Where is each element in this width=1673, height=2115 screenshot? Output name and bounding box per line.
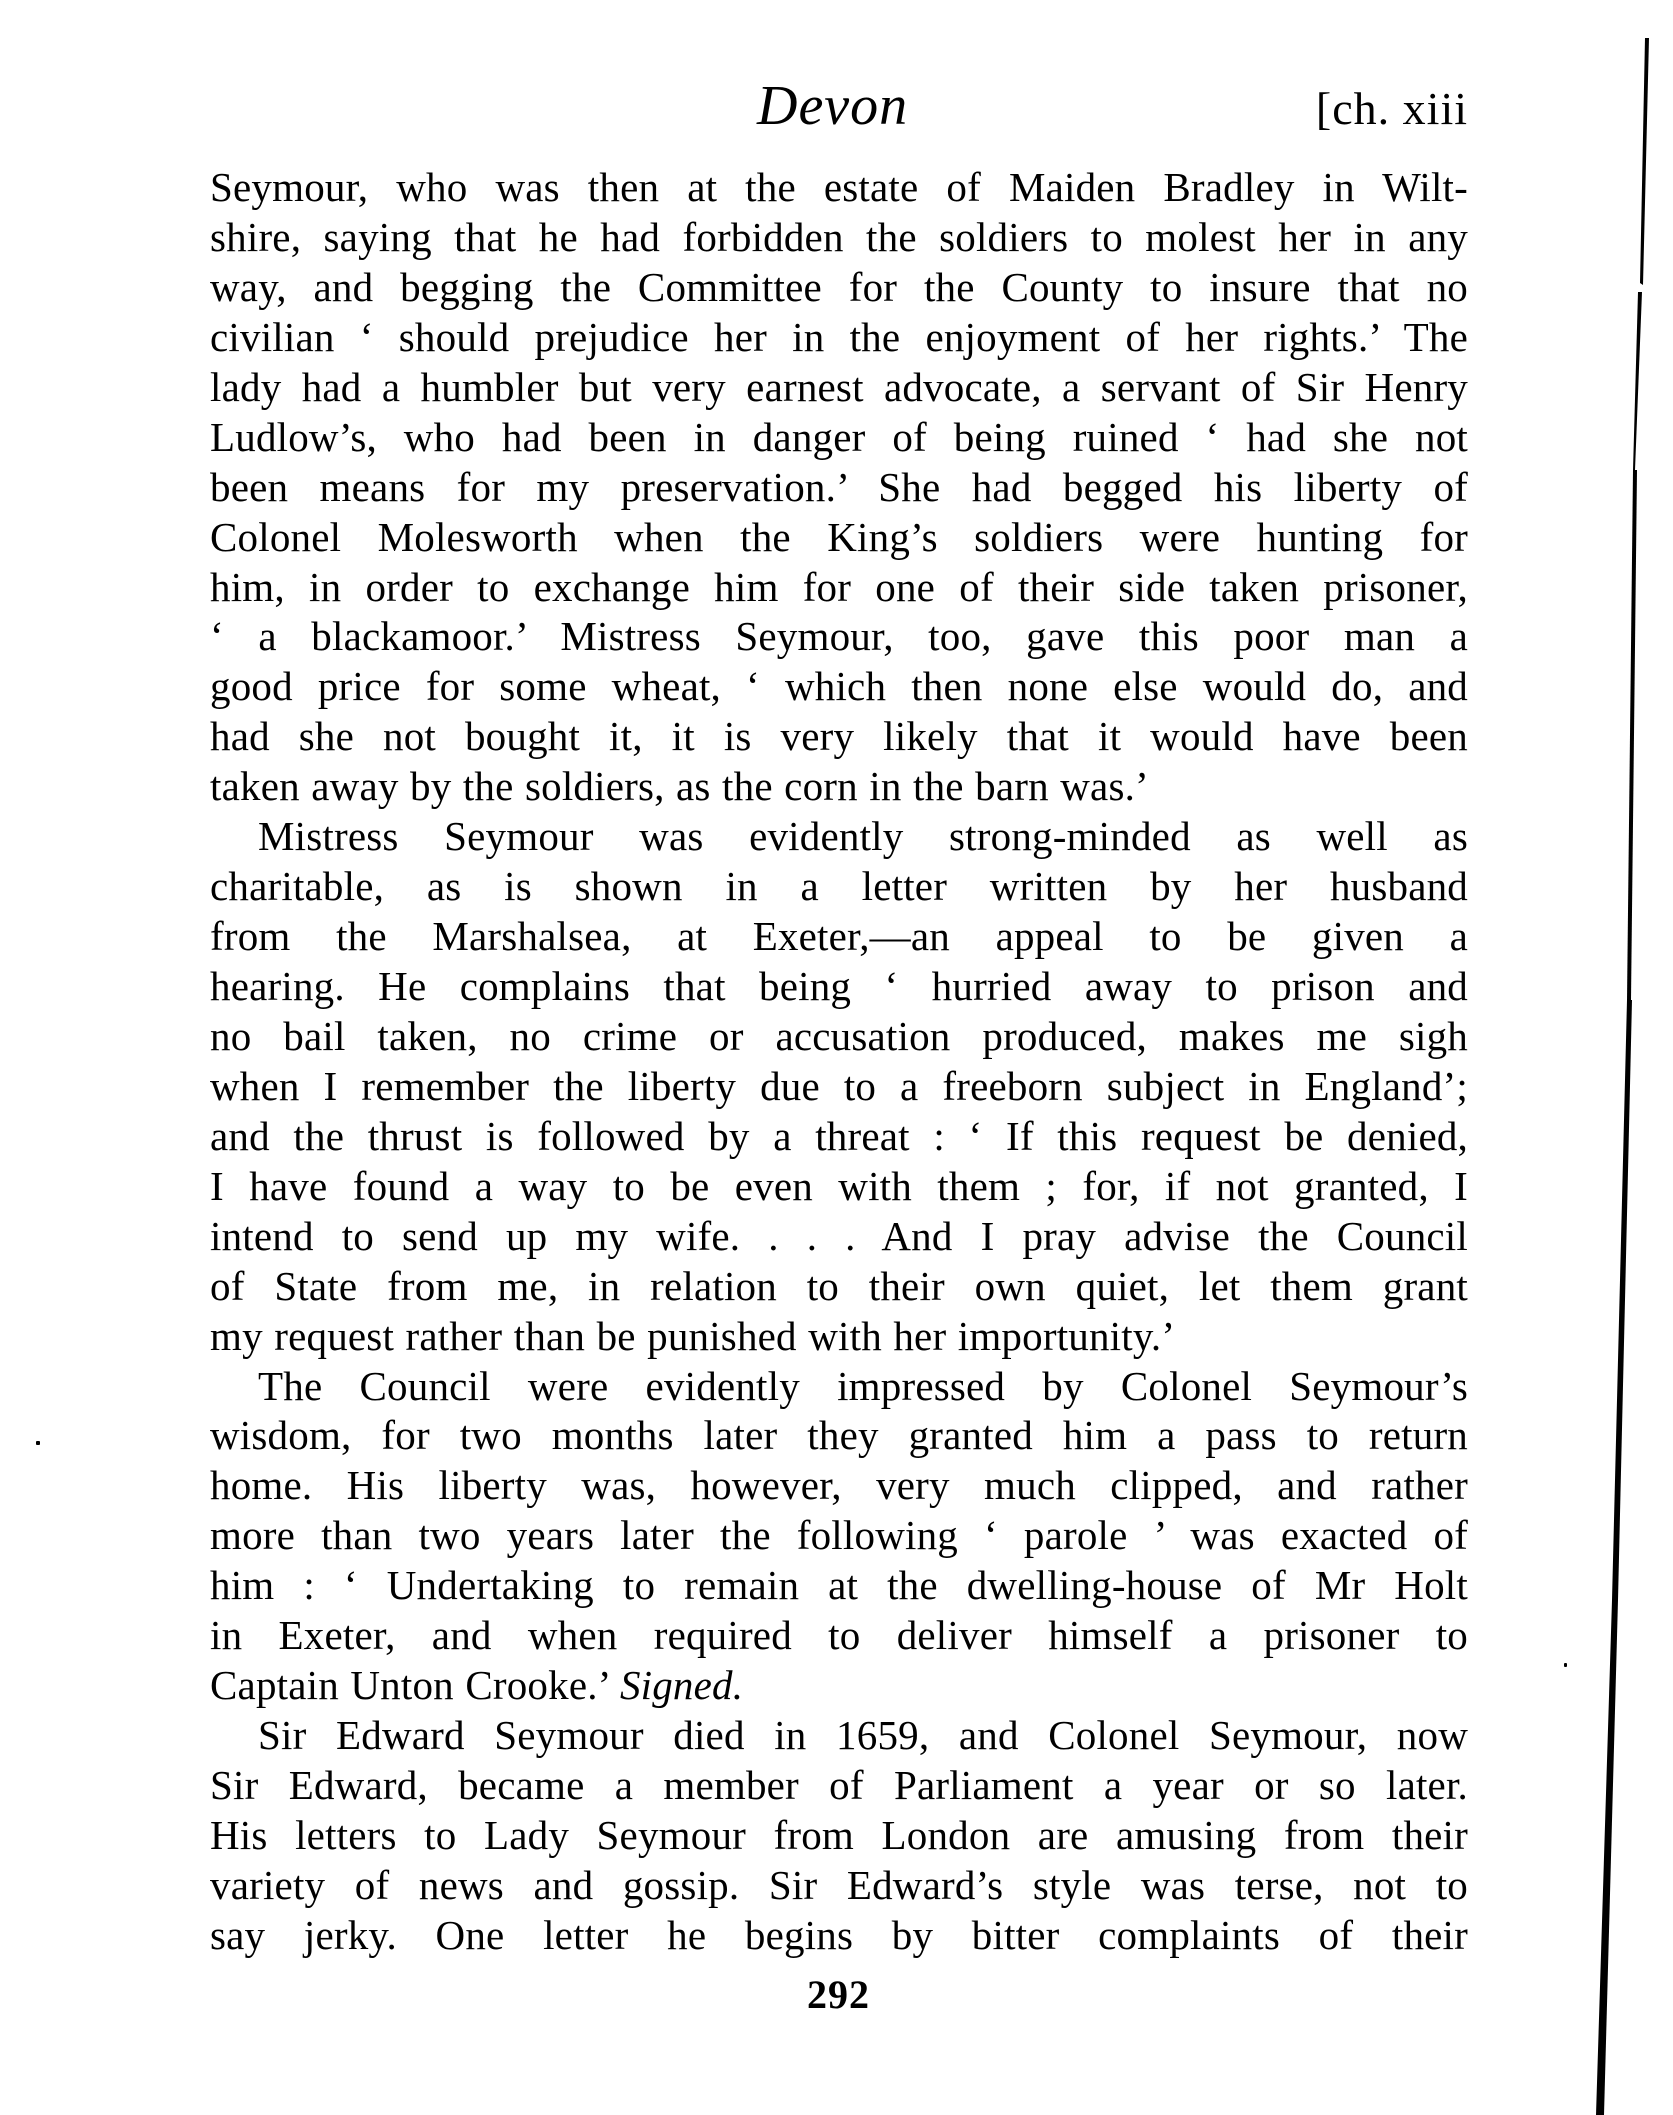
line-text: civilian ‘ should prejudice her in the enjoyment of her rights.’ The xyxy=(210,313,1468,360)
line-text: when I remember the liberty due to a freeborn subject in England’; xyxy=(210,1062,1468,1109)
line-text: from the Marshalsea, at Exeter,—an appeal to be given a xyxy=(210,913,1468,960)
line-text: in Exeter, and when required to deliver himself a prisoner to xyxy=(210,1612,1468,1659)
line-text: Captain Unton Crooke.’ xyxy=(210,1662,620,1709)
paragraph-start-line xyxy=(210,1711,1468,1761)
line-text: wisdom, for two months later they granted him a pass to return xyxy=(210,1412,1468,1459)
text-line xyxy=(210,1861,1468,1911)
line-text: ‘ a blackamoor.’ Mistress Seymour, too, gave this poor man a xyxy=(210,613,1468,660)
line-text: home. His liberty was, however, very much clipped, and rather xyxy=(210,1462,1468,1509)
text-line xyxy=(210,263,1468,313)
line-text: taken away by the soldiers, as the corn in the barn was.’ xyxy=(210,763,1149,810)
line-text: lady had a humbler but very earnest advocate, a servant of Sir Henry xyxy=(210,363,1468,410)
paragraph-end-line xyxy=(210,1661,1468,1711)
text-line xyxy=(210,1461,1468,1511)
line-text: Colonel Molesworth when the King’s soldiers were hunting for xyxy=(210,513,1468,560)
text-line xyxy=(210,213,1468,263)
text-line xyxy=(210,1761,1468,1811)
text-line xyxy=(210,1811,1468,1861)
scan-speck xyxy=(1564,1663,1567,1667)
signed-note: Signed. xyxy=(619,1662,744,1709)
text-line xyxy=(210,1062,1468,1112)
running-head xyxy=(210,68,1468,148)
text-line xyxy=(210,1162,1468,1212)
text-line xyxy=(210,1112,1468,1162)
page-number: 292 xyxy=(807,1972,870,2017)
text-line xyxy=(210,1411,1468,1461)
line-text: Sir Edward Seymour died in 1659, and Colonel Seymour, now xyxy=(258,1712,1468,1759)
line-text: him, in order to exchange him for one of their side taken prisoner, xyxy=(210,563,1468,610)
line-text: good price for some wheat, ‘ which then none else would do, and xyxy=(210,663,1468,710)
line-text: charitable, as is shown in a letter written by her husband xyxy=(210,863,1468,910)
text-line xyxy=(210,163,1468,213)
line-text: him : ‘ Undertaking to remain at the dwelling-house of Mr Holt xyxy=(210,1562,1468,1609)
body-text xyxy=(210,163,1468,1961)
text-line xyxy=(210,513,1468,563)
line-text: variety of news and gossip. Sir Edward’s style was terse, not to xyxy=(210,1861,1468,1908)
paragraph-end-line xyxy=(210,1312,1468,1362)
line-text: no bail taken, no crime or accusation produced, makes me sigh xyxy=(210,1012,1468,1059)
line-text: way, and begging the Committee for the County to insure that no xyxy=(210,263,1468,310)
line-text: I have found a way to be even with them ; for, if not granted, I xyxy=(210,1162,1468,1209)
running-title: Devon xyxy=(757,75,909,137)
text-line xyxy=(210,662,1468,712)
text-line xyxy=(210,862,1468,912)
text-line xyxy=(210,1561,1468,1611)
text-line xyxy=(210,612,1468,662)
line-text: His letters to Lady Seymour from London are amusing from their xyxy=(210,1811,1468,1858)
line-text: say jerky. One letter he begins by bitter complaints of their xyxy=(210,1911,1468,1958)
line-text: shire, saying that he had forbidden the soldiers to molest her in any xyxy=(210,213,1468,260)
line-text: been means for my preservation.’ She had begged his liberty of xyxy=(210,463,1468,510)
text-line xyxy=(210,463,1468,513)
text-line xyxy=(210,1911,1468,1961)
line-text: Ludlow’s, who had been in danger of being ruined ‘ had she not xyxy=(210,413,1468,460)
text-line xyxy=(210,1012,1468,1062)
line-text: and the thrust is followed by a threat : ‘ If this request be denied, xyxy=(210,1112,1468,1159)
line-text: more than two years later the following ‘ parole ’ was exacted of xyxy=(210,1512,1468,1559)
text-line xyxy=(210,962,1468,1012)
text-line xyxy=(210,1511,1468,1561)
line-text: Seymour, who was then at the estate of Maiden Bradley in Wilt- xyxy=(210,164,1468,210)
text-line xyxy=(210,1212,1468,1262)
line-text: my request rather than be punished with her importunity.’ xyxy=(210,1312,1176,1359)
text-line xyxy=(210,563,1468,613)
text-line xyxy=(210,1611,1468,1661)
text-line xyxy=(210,712,1468,762)
line-text: Sir Edward, became a member of Parliament a year or so later. xyxy=(210,1762,1468,1808)
scan-speck xyxy=(36,1441,40,1445)
text-line xyxy=(210,912,1468,962)
line-text: The Council were evidently impressed by Colonel Seymour’s xyxy=(258,1362,1468,1409)
line-text: intend to send up my wife. . . . And I pray advise the Council xyxy=(210,1212,1468,1259)
line-text: of State from me, in relation to their own quiet, let them grant xyxy=(210,1262,1468,1309)
text-line xyxy=(210,313,1468,363)
paragraph-end-line xyxy=(210,762,1468,812)
line-text: hearing. He complains that being ‘ hurried away to prison and xyxy=(210,963,1468,1009)
text-line xyxy=(210,363,1468,413)
paragraph-start-line xyxy=(210,812,1468,862)
line-text: Mistress Seymour was evidently strong-minded as well as xyxy=(258,813,1468,860)
paragraph-start-line xyxy=(210,1362,1468,1412)
text-line xyxy=(210,413,1468,463)
text-line xyxy=(210,1262,1468,1312)
line-text: had she not bought it, it is very likely that it would have been xyxy=(210,713,1468,760)
chapter-reference: [ch. xiii xyxy=(1315,83,1468,134)
